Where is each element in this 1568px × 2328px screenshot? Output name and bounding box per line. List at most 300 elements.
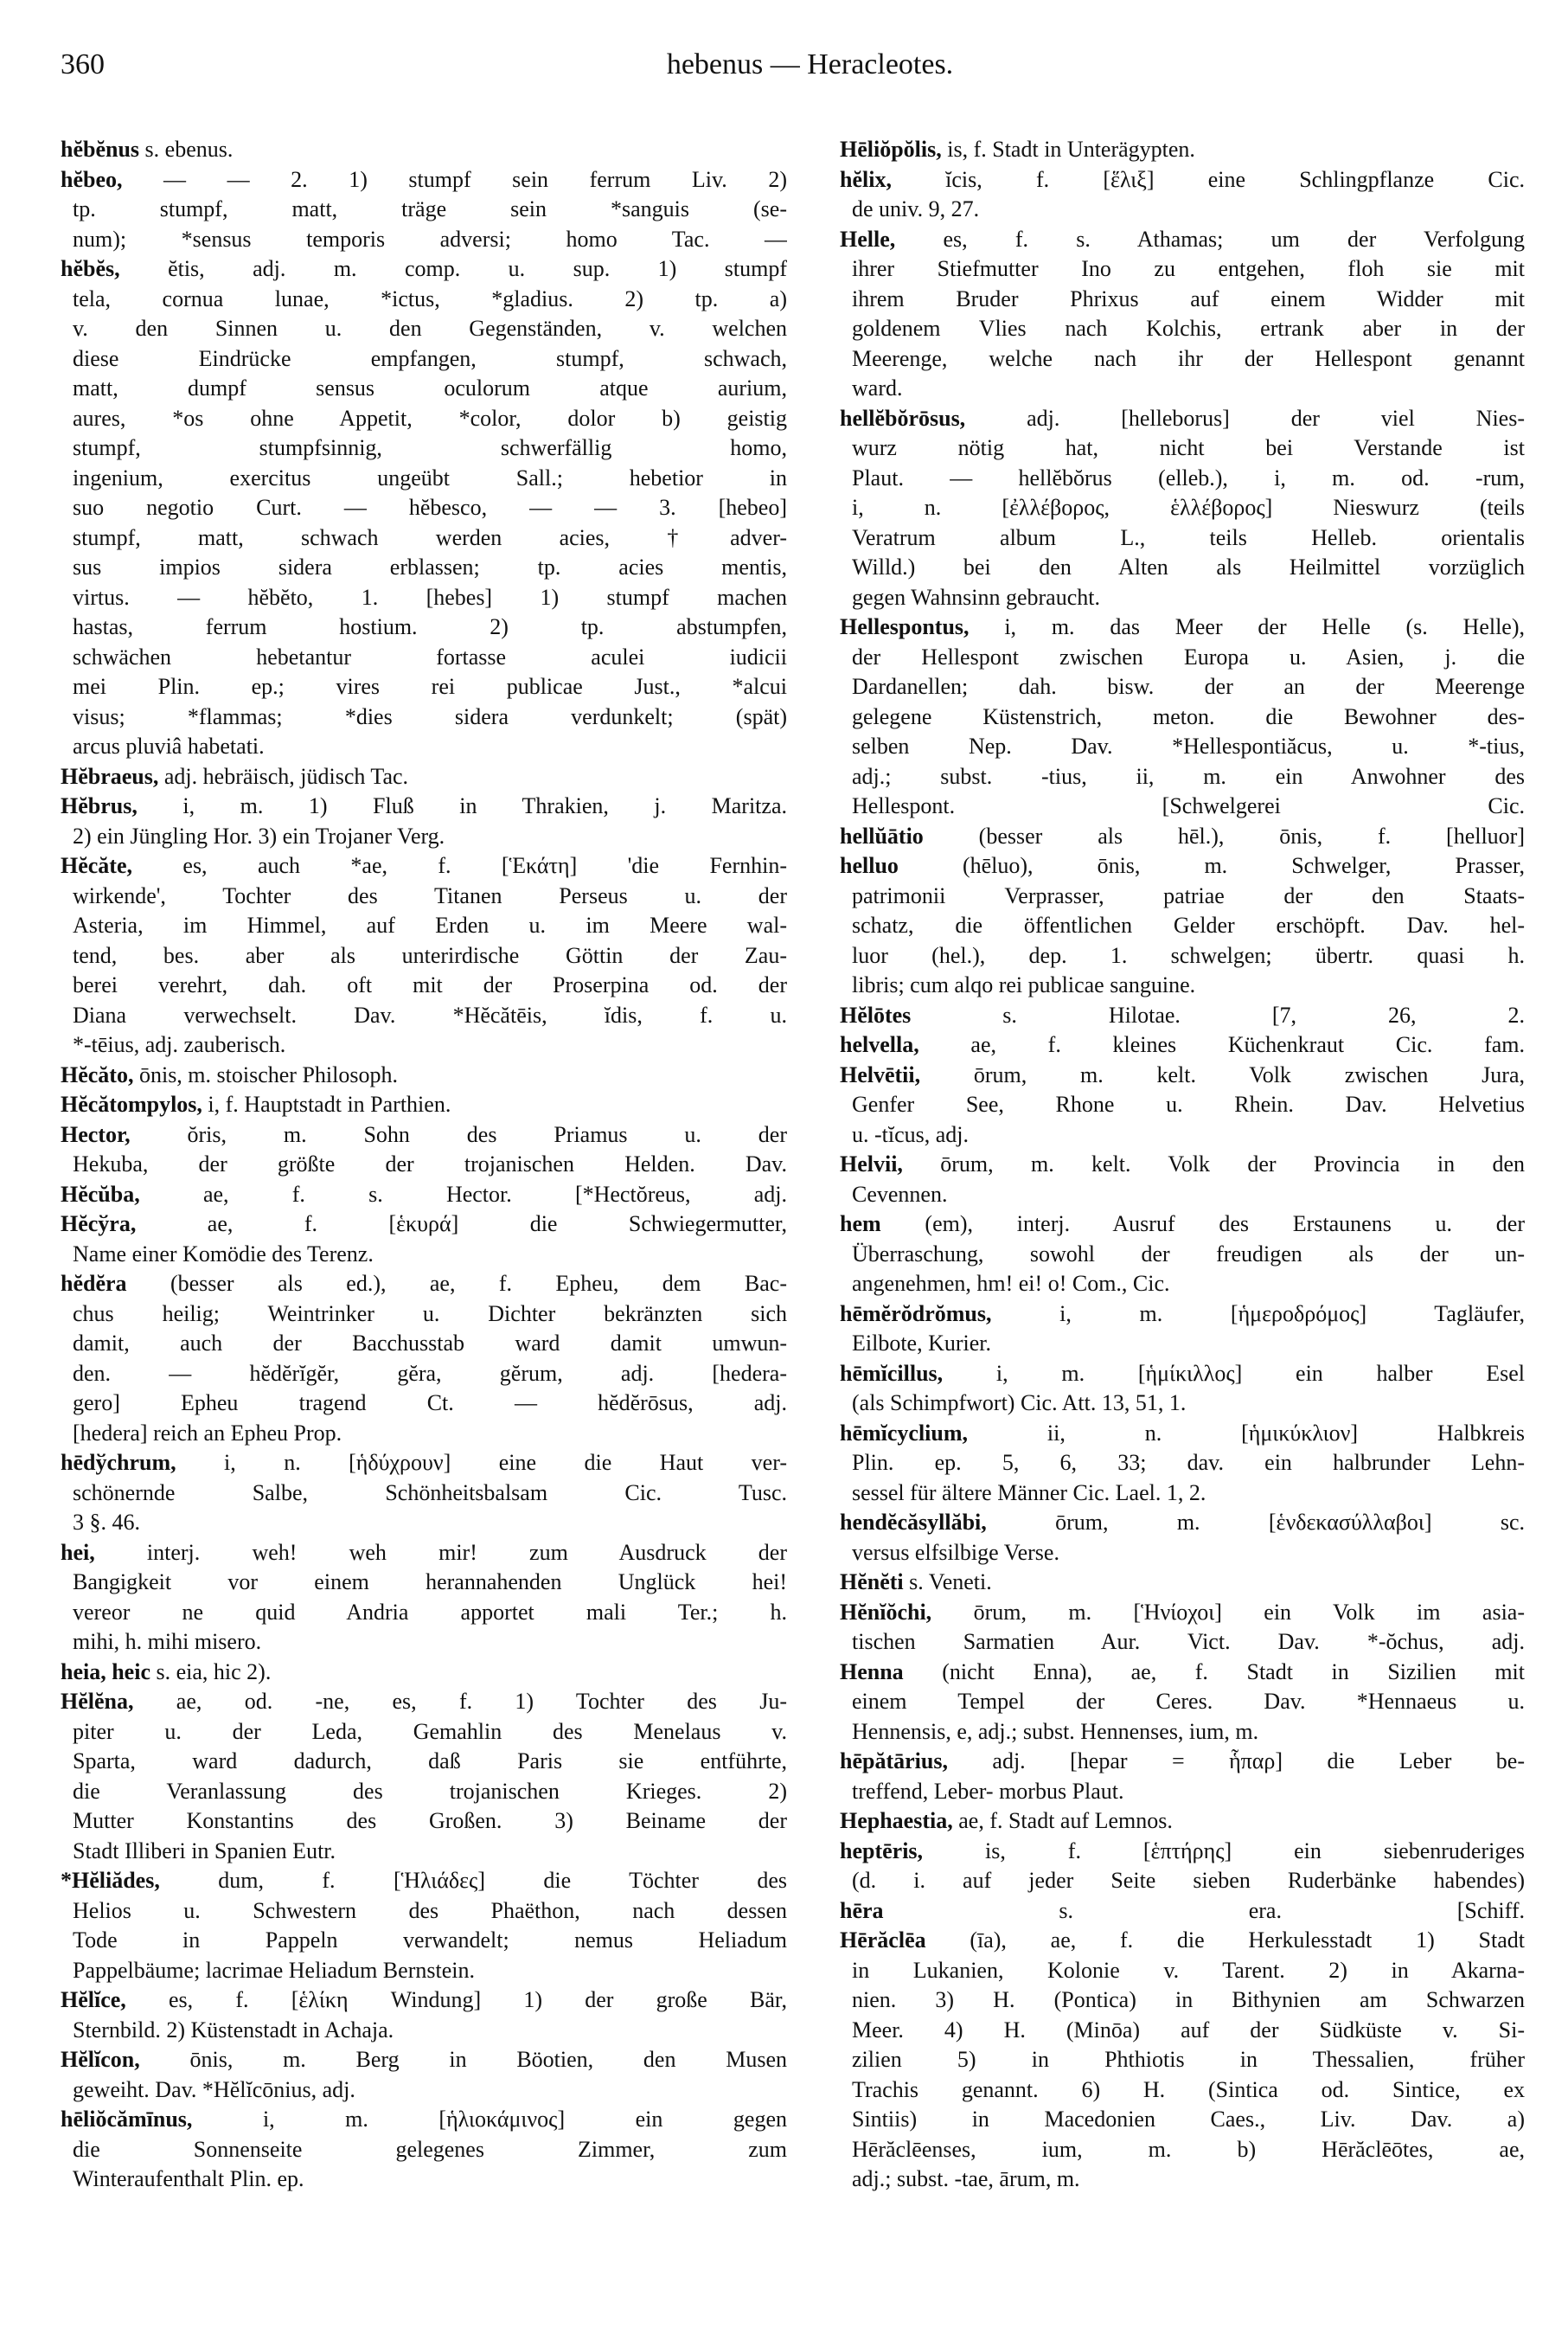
line-text: Überraschung, sowohl der freudigen als der un- — [852, 1241, 1525, 1267]
headword: Hĕcăte, — [61, 853, 133, 878]
line-text: i, f. Hauptstadt in Parthien. — [202, 1092, 451, 1117]
text-line — [840, 643, 1525, 673]
line-text: ihrer Stiefmutter Ino zu entgehen, floh sie mit — [852, 256, 1525, 281]
line-text: s. Veneti. — [903, 1569, 992, 1594]
line-text: Plin. ep. 5, 6, 33; dav. ein halbrunder Lehn- — [852, 1450, 1525, 1475]
line-text: es, f. [ἑλίκη Windung] 1) der große Bär, — [125, 1987, 787, 2012]
line-text: schönernde Salbe, Schönheitsbalsam Cic. Tusc. — [73, 1479, 787, 1505]
text-line — [840, 1866, 1525, 1896]
headword: hēmĕrŏdrŏmus, — [840, 1300, 992, 1326]
line-text: patrimonii Verprasser, patriae der den Staats- — [852, 882, 1525, 908]
entry-line — [840, 1299, 1525, 1330]
headword: hellĕbŏrōsus, — [840, 405, 966, 431]
text-line — [840, 523, 1525, 554]
line-text: i, m. 1) Fluß in Thrakien, j. Maritza. — [137, 793, 787, 818]
line-text: angenehmen, hm! ei! o! Com., Cic. — [852, 1271, 1170, 1296]
text-line — [61, 523, 787, 554]
text-line — [61, 643, 787, 673]
text-line — [61, 464, 787, 494]
text-line — [840, 254, 1525, 285]
text-line — [61, 612, 787, 643]
entry-line — [61, 1090, 787, 1120]
line-text: treffend, Leber- morbus Plaut. — [852, 1778, 1124, 1804]
line-text: (em), interj. Ausruf des Erstaunens u. der — [880, 1211, 1525, 1236]
text-line — [61, 971, 787, 1001]
text-line — [840, 1180, 1525, 1210]
text-line — [840, 941, 1525, 972]
text-line — [840, 1687, 1525, 1717]
text-line — [61, 672, 787, 702]
text-line — [840, 1388, 1525, 1419]
line-text: is, f. Stadt in Unterägypten. — [941, 137, 1195, 162]
headword: Hĕcătompylos, — [61, 1092, 202, 1117]
entry-line — [840, 1747, 1525, 1777]
line-text: chus heilig; Weintrinker u. Dichter bekränzten sich — [73, 1300, 787, 1326]
line-text: Veratrum album L., teils Helleb. orientalis — [852, 524, 1525, 550]
line-text: selben Nep. Dav. *Hellespontiăcus, u. *-tius, — [852, 734, 1525, 759]
entry-line — [840, 1508, 1525, 1538]
text-line — [61, 882, 787, 912]
entry-line — [61, 792, 787, 822]
line-text: adj. hebräisch, jüdisch Tac. — [158, 763, 409, 789]
line-text: ōrum, m. kelt. Volk zwischen Jura, — [920, 1061, 1525, 1087]
line-text: Sparta, ward dadurch, daß Paris sie entführte, — [73, 1748, 787, 1773]
text-line — [61, 344, 787, 375]
line-text: Stadt Illiberi in Spanien Eutr. — [73, 1837, 336, 1863]
line-text: Sternbild. 2) Küstenstadt in Achaja. — [73, 2017, 394, 2043]
text-line — [61, 1240, 787, 1270]
line-text: versus elfsilbige Verse. — [852, 1539, 1059, 1565]
text-line — [61, 1568, 787, 1598]
entry-line — [61, 1120, 787, 1151]
line-text: ae, f. [ἑκυρά] die Schwiegermutter, — [136, 1211, 787, 1236]
line-text: die Sonnenseite gelegenes Zimmer, zum — [73, 2136, 787, 2162]
line-text: arcus pluviâ habetati. — [73, 734, 265, 759]
headword: *Hĕliădes, — [61, 1868, 160, 1893]
text-line — [61, 1299, 787, 1330]
line-text: i, m. [ἡμεροδρόμος] Tagläufer, — [991, 1300, 1525, 1326]
headword: Henna — [840, 1658, 904, 1684]
line-text: Diana verwechselt. Dav. *Hĕcătēis, ĭdis, f. u. — [73, 1002, 787, 1028]
line-text: Winteraufenthalt Plin. ep. — [73, 2166, 304, 2191]
line-text: tela, cornua lunae, *ictus, *gladius. 2) tp. a) — [73, 285, 787, 311]
text-line — [840, 672, 1525, 702]
line-text: 3 §. 46. — [73, 1510, 140, 1535]
text-line — [61, 2075, 787, 2106]
headword: hēpătārius, — [840, 1748, 948, 1773]
line-text: s. eia, hic 2). — [150, 1658, 272, 1684]
line-text: den. — hĕdĕrĭgĕr, gĕra, gĕrum, adj. [hedera- — [73, 1360, 787, 1386]
text-line — [61, 1837, 787, 1867]
headword: heia, heic — [61, 1658, 150, 1684]
headword: Hĕnĭŏchi, — [840, 1599, 932, 1625]
line-text: s. era. [Schiff. — [883, 1897, 1525, 1923]
entry-line — [61, 135, 787, 165]
headword: hem — [840, 1211, 881, 1236]
line-text: piter u. der Leda, Gemahlin des Menelaus v. — [73, 1718, 787, 1744]
headword: Hērăclēa — [840, 1927, 926, 1953]
line-text: (besser als hēl.), ōnis, f. [helluor] — [923, 823, 1525, 849]
text-line — [61, 1717, 787, 1748]
line-text: ōrum, m. [ἑνδεκασύλλαβοι] sc. — [986, 1510, 1525, 1535]
line-text: die Veranlassung des trojanischen Krieges. 2) — [73, 1778, 787, 1804]
line-text: Willd.) bei den Alten als Heilmittel vorzüglich — [852, 555, 1525, 580]
headword: Hĕcўra, — [61, 1211, 137, 1236]
line-text: i, n. [ἐλλέβορος, ἑλλέβορος] Nieswurz (teils — [852, 495, 1525, 520]
headword: Helvētii, — [840, 1061, 921, 1087]
headword: hēmĭcillus, — [840, 1360, 944, 1386]
line-text: der Hellespont zwischen Europa u. Asien, j. die — [852, 644, 1525, 670]
line-text: u. -tĭcus, adj. — [852, 1121, 970, 1147]
text-line — [840, 2105, 1525, 2135]
text-line — [61, 1419, 787, 1449]
line-text: (nicht Enna), ae, f. Stadt in Sizilien mit — [903, 1658, 1525, 1684]
line-text: schwächen hebetantur fortasse aculei iudicii — [73, 644, 787, 670]
line-text: ĕtis, adj. m. comp. u. sup. 1) stumpf — [119, 256, 787, 281]
line-text: berei verehrt, dah. oft mit der Proserpina od. der — [73, 972, 787, 997]
line-text: ōrum, m. [Ἡνίοχοι] ein Volk im asia- — [931, 1599, 1525, 1625]
headword: heptēris, — [840, 1837, 924, 1863]
entry-line — [840, 612, 1525, 643]
entry-line — [840, 135, 1525, 165]
entry-line — [840, 165, 1525, 196]
line-text: de univ. 9, 27. — [852, 196, 980, 221]
line-text: wirkende', Tochter des Titanen Perseus u. der — [73, 882, 787, 908]
line-text: ii, n. [ἡμικύκλιον] Halbkreis — [968, 1420, 1525, 1446]
line-text: tend, bes. aber als unterirdische Göttin der Zau- — [73, 942, 787, 968]
entry-line — [840, 822, 1525, 852]
text-line — [61, 1329, 787, 1359]
line-text: ŏris, m. Sohn des Priamus u. der — [130, 1121, 787, 1147]
line-text: v. den Sinnen u. den Gegenständen, v. welchen — [73, 316, 787, 341]
text-line — [840, 1240, 1525, 1270]
line-text: gelegene Küstenstrich, meton. die Bewohner des- — [852, 703, 1525, 729]
headword: hēliŏcămīnus, — [61, 2107, 193, 2132]
line-text: matt, dumpf sensus oculorum atque aurium, — [73, 375, 787, 401]
line-text: einem Tempel der Ceres. Dav. *Hennaeus u. — [852, 1689, 1525, 1714]
line-text: Hērăclēenses, ium, m. b) Hērăclēōtes, ae, — [852, 2136, 1525, 2162]
text-line — [61, 493, 787, 523]
headword: Hĕcăto, — [61, 1061, 134, 1087]
text-line — [61, 1359, 787, 1389]
line-text: Cevennen. — [852, 1181, 948, 1207]
entry-line — [61, 2045, 787, 2075]
headword: hĕbĕnus — [61, 137, 140, 162]
text-line — [840, 285, 1525, 315]
line-text: Plaut. — hellĕbŏrus (elleb.), i, m. od. -rum, — [852, 465, 1525, 491]
headword: Hĕlĭce, — [61, 1987, 126, 2012]
entry-line — [840, 1658, 1525, 1688]
text-line — [840, 911, 1525, 941]
line-text: ae, f. kleines Küchenkraut Cic. fam. — [918, 1032, 1525, 1057]
line-text: vereor ne quid Andria apportet mali Ter.; h. — [73, 1599, 787, 1625]
entry-line — [840, 851, 1525, 882]
headword: helvella, — [840, 1032, 919, 1057]
line-text: ingenium, exercitus ungeübt Sall.; hebetior in — [73, 465, 787, 491]
line-text: s. Hilotae. [7, 26, 2. — [911, 1002, 1525, 1028]
text-line — [840, 1627, 1525, 1658]
text-line — [61, 822, 787, 852]
line-text: ōnis, m. Berg in Böotien, den Musen — [139, 2047, 787, 2072]
page-number: 360 — [61, 48, 105, 80]
headword: Hĕnĕti — [840, 1569, 904, 1594]
text-line — [840, 1538, 1525, 1568]
line-text: gero] Epheu tragend Ct. — hĕdĕrōsus, adj. — [73, 1390, 787, 1415]
entry-line — [840, 1926, 1525, 1956]
line-text: Meer. 4) H. (Minōa) auf der Südküste v. Si- — [852, 2017, 1525, 2043]
headword: Hĕlĭcon, — [61, 2047, 140, 2072]
line-text: hastas, ferrum hostium. 2) tp. abstumpfen, — [73, 614, 787, 639]
line-text: i, m. das Meer der Helle (s. Helle), — [969, 614, 1525, 639]
entry-line — [840, 1598, 1525, 1628]
headword: hellŭātio — [840, 823, 924, 849]
text-line — [61, 1598, 787, 1628]
line-text: sessel für ältere Männer Cic. Lael. 1, 2. — [852, 1479, 1206, 1505]
entry-line — [61, 1658, 787, 1688]
text-line — [840, 374, 1525, 404]
line-text: i, n. [ἡδύχρουν] eine die Haut ver- — [176, 1450, 787, 1475]
entry-line — [840, 1150, 1525, 1180]
line-text: interj. weh! weh mir! zum Ausdruck der — [94, 1539, 787, 1565]
text-line — [61, 732, 787, 762]
line-text: luor (hel.), dep. 1. schwelgen; übertr. quasi h. — [852, 942, 1525, 968]
entry-line — [61, 165, 787, 196]
line-text: es, f. s. Athamas; um der Verfolgung — [895, 226, 1525, 252]
line-text: wurz nötig hat, nicht bei Verstande ist — [852, 435, 1525, 460]
text-line — [61, 1926, 787, 1956]
entry-line — [61, 1985, 787, 2016]
headword: hĕdĕra — [61, 1271, 127, 1296]
line-text: damit, auch der Bacchusstab ward damit umwun- — [73, 1331, 787, 1356]
headword: hei, — [61, 1539, 95, 1565]
line-text: tischen Sarmatien Aur. Vict. Dav. *-ŏchus, adj. — [852, 1629, 1525, 1654]
line-text: tp. stumpf, matt, träge sein *sanguis (se- — [73, 196, 787, 221]
line-text: ĭcis, f. [ἕλιξ] eine Schlingpflanze Cic. — [891, 166, 1525, 192]
text-line — [840, 1956, 1525, 1986]
line-text: ae, f. Stadt auf Lemnos. — [952, 1808, 1173, 1833]
text-line — [61, 2135, 787, 2165]
line-text: Bangigkeit vor einem herannahenden Unglück hei! — [73, 1569, 787, 1594]
line-text: i, m. [ἡλιοκάμινος] ein gegen — [192, 2107, 787, 2132]
text-line — [61, 195, 787, 225]
line-text: goldenem Vlies nach Kolchis, ertrank aber in der — [852, 316, 1525, 341]
text-line — [61, 1896, 787, 1927]
line-text: Dardanellen; dah. bisw. der an der Meerenge — [852, 674, 1525, 699]
text-line — [840, 553, 1525, 583]
line-text: 2) ein Jüngling Hor. 3) ein Trojaner Verg. — [73, 823, 445, 849]
text-line — [840, 314, 1525, 344]
line-text: schatz, die öffentlichen Gelder erschöpft. Dav. hel- — [852, 913, 1525, 938]
running-head: hebenus — Heracleotes. — [666, 48, 954, 80]
headword: helluo — [840, 853, 899, 878]
headword: hēmĭcyclium, — [840, 1420, 969, 1446]
text-line — [840, 1985, 1525, 2016]
entry-line — [840, 225, 1525, 255]
headword: Hephaestia, — [840, 1808, 953, 1833]
entry-line — [840, 1806, 1525, 1837]
text-line — [840, 464, 1525, 494]
line-text: ae, f. s. Hector. [*Hectŏreus, adj. — [139, 1181, 787, 1207]
line-text: es, auch *ae, f. [Ἑκάτη] 'die Fernhin- — [132, 853, 787, 878]
entry-line — [61, 254, 787, 285]
text-line — [840, 762, 1525, 792]
text-line — [840, 2016, 1525, 2046]
text-line — [61, 314, 787, 344]
text-line — [840, 493, 1525, 523]
line-text: Genfer See, Rhone u. Rhein. Dav. Helvetius — [852, 1092, 1525, 1117]
line-text: ihrem Bruder Phrixus auf einem Widder mit — [852, 285, 1525, 311]
headword: hĕbeo, — [61, 166, 123, 192]
line-text: Hellespont. [Schwelgerei Cic. — [852, 793, 1525, 818]
text-line — [840, 882, 1525, 912]
headword: hēra — [840, 1897, 884, 1923]
text-line — [61, 285, 787, 315]
text-line — [61, 404, 787, 434]
entry-line — [840, 1837, 1525, 1867]
entry-line — [61, 1269, 787, 1299]
line-text: Asteria, im Himmel, auf Erden u. im Meere wal- — [73, 913, 787, 938]
text-line — [840, 195, 1525, 225]
line-text: num); *sensus temporis adversi; homo Tac. — — [73, 226, 787, 252]
entry-line — [61, 1687, 787, 1717]
line-text: adj.; subst. -tae, ārum, m. — [852, 2166, 1080, 2191]
text-line — [61, 553, 787, 583]
line-text: Helios u. Schwestern des Phaëthon, nach dessen — [73, 1897, 787, 1923]
text-line — [61, 702, 787, 733]
text-line — [840, 344, 1525, 375]
entry-line — [61, 1061, 787, 1091]
text-line — [61, 433, 787, 464]
text-line — [61, 1627, 787, 1658]
headword: hēdўchrum, — [61, 1450, 176, 1475]
headword: Hĕlĕna, — [61, 1689, 134, 1714]
line-text: (als Schimpfwort) Cic. Att. 13, 51, 1. — [852, 1390, 1187, 1415]
entry-line — [840, 1419, 1525, 1449]
text-line — [61, 1478, 787, 1509]
entry-line — [61, 762, 787, 792]
line-text: is, f. [ἑπτήρης] ein siebenruderiges — [923, 1837, 1525, 1863]
line-text: Meerenge, welche nach ihr der Hellespont genannt — [852, 345, 1525, 371]
headword: Helle, — [840, 226, 896, 252]
text-line — [840, 1329, 1525, 1359]
line-text: Hekuba, der größte der trojanischen Helden. Dav. — [73, 1151, 787, 1177]
line-text: (d. i. auf jeder Seite sieben Ruderbänke habendes) — [852, 1868, 1525, 1893]
entry-line — [840, 1568, 1525, 1598]
text-line — [840, 1717, 1525, 1748]
line-text: adj. [helleborus] der viel Nies- — [965, 405, 1525, 431]
line-text: virtus. — hĕbĕto, 1. [hebes] 1) stumpf machen — [73, 584, 787, 610]
line-text: i, m. [ἡμίκιλλος] ein halber Esel — [943, 1360, 1525, 1386]
text-line — [840, 433, 1525, 464]
line-text: Trachis genannt. 6) H. (Sintica od. Sintice, ex — [852, 2076, 1525, 2102]
text-line — [61, 941, 787, 972]
text-line — [61, 1956, 787, 1986]
headword: Hĕbraeus, — [61, 763, 159, 789]
entry-line — [61, 1538, 787, 1568]
headword: Hĕcŭba, — [61, 1181, 140, 1207]
entry-line — [840, 1209, 1525, 1240]
line-text: mei Plin. ep.; vires rei publicae Just., *alcui — [73, 674, 787, 699]
line-text: adj. [hepar = ἧπαρ] die Leber be- — [947, 1748, 1525, 1773]
text-line — [61, 2016, 787, 2046]
text-line — [840, 971, 1525, 1001]
entry-line — [840, 404, 1525, 434]
headword: Hector, — [61, 1121, 131, 1147]
text-line — [61, 1806, 787, 1837]
line-text: in Lukanien, Kolonie v. Tarent. 2) in Akarna- — [852, 1957, 1525, 1983]
line-text: (īa), ae, f. die Herkulesstadt 1) Stadt — [925, 1927, 1525, 1953]
line-text: aures, *os ohne Appetit, *color, dolor b) geistig — [73, 405, 787, 431]
text-line — [840, 1090, 1525, 1120]
right-column — [840, 135, 1525, 2195]
text-line — [840, 732, 1525, 762]
entry-line — [840, 1061, 1525, 1091]
text-line — [61, 1508, 787, 1538]
entry-line — [61, 851, 787, 882]
line-text: zilien 5) in Phthiotis in Thessalien, früher — [852, 2047, 1525, 2072]
text-line — [61, 911, 787, 941]
text-line — [840, 792, 1525, 822]
line-text: Eilbote, Kurier. — [852, 1331, 992, 1356]
headword: hĕbĕs, — [61, 256, 120, 281]
text-line — [840, 702, 1525, 733]
text-line — [61, 583, 787, 613]
line-text: — — 2. 1) stumpf sein ferrum Liv. 2) — [122, 166, 787, 192]
line-text: Pappelbäume; lacrimae Heliadum Bernstein. — [73, 1957, 475, 1983]
text-line — [61, 2164, 787, 2195]
entry-line — [61, 1209, 787, 1240]
text-line — [840, 1269, 1525, 1299]
line-text: *-tēius, adj. zauberisch. — [73, 1032, 286, 1057]
line-text: (hēluo), ōnis, m. Schwelger, Prasser, — [898, 853, 1525, 878]
entry-line — [61, 1448, 787, 1478]
text-line — [840, 1777, 1525, 1807]
headword: Hēliŏpŏlis, — [840, 137, 942, 162]
headword: hendĕcăsyllăbi, — [840, 1510, 987, 1535]
line-text: s. ebenus. — [139, 137, 234, 162]
text-line — [840, 2075, 1525, 2106]
text-line — [840, 2135, 1525, 2165]
text-line — [61, 1777, 787, 1807]
headword: Helvii, — [840, 1151, 903, 1177]
line-text: Mutter Konstantins des Großen. 3) Beiname der — [73, 1808, 787, 1833]
text-line — [840, 1120, 1525, 1151]
line-text: nien. 3) H. (Pontica) in Bithynien am Schwarzen — [852, 1987, 1525, 2012]
entry-line — [840, 1896, 1525, 1927]
line-text: Hennensis, e, adj.; subst. Hennenses, ium, m. — [852, 1718, 1259, 1744]
line-text: stumpf, stumpfsinnig, schwerfällig homo, — [73, 435, 787, 460]
headword: Hĕlōtes — [840, 1002, 912, 1028]
line-text: stumpf, matt, schwach werden acies, †adver- — [73, 524, 787, 550]
entry-line — [61, 1180, 787, 1210]
line-text: visus; *flammas; *dies sidera verdunkelt; (spät) — [73, 703, 787, 729]
text-line — [61, 1001, 787, 1031]
entry-line — [840, 1359, 1525, 1389]
text-line — [840, 1448, 1525, 1478]
line-text: adj.; subst. -tius, ii, m. ein Anwohner des — [852, 763, 1525, 789]
line-text: sus impios sidera erblassen; tp. acies mentis, — [73, 555, 787, 580]
line-text: ōrum, m. kelt. Volk der Provincia in den — [902, 1151, 1525, 1177]
left-column — [61, 135, 787, 2195]
text-line — [61, 225, 787, 255]
line-text: Tode in Pappeln verwandelt; nemus Heliadum — [73, 1927, 787, 1953]
line-text: dum, f. [Ἡλιάδες] die Töchter des — [159, 1868, 787, 1893]
line-text: [hedera] reich an Epheu Prop. — [73, 1420, 342, 1446]
entry-line — [61, 2105, 787, 2135]
line-text: Sintiis) in Macedonien Caes., Liv. Dav. a) — [852, 2107, 1525, 2132]
line-text: gegen Wahnsinn gebraucht. — [852, 584, 1100, 610]
headword: hĕlix, — [840, 166, 892, 192]
